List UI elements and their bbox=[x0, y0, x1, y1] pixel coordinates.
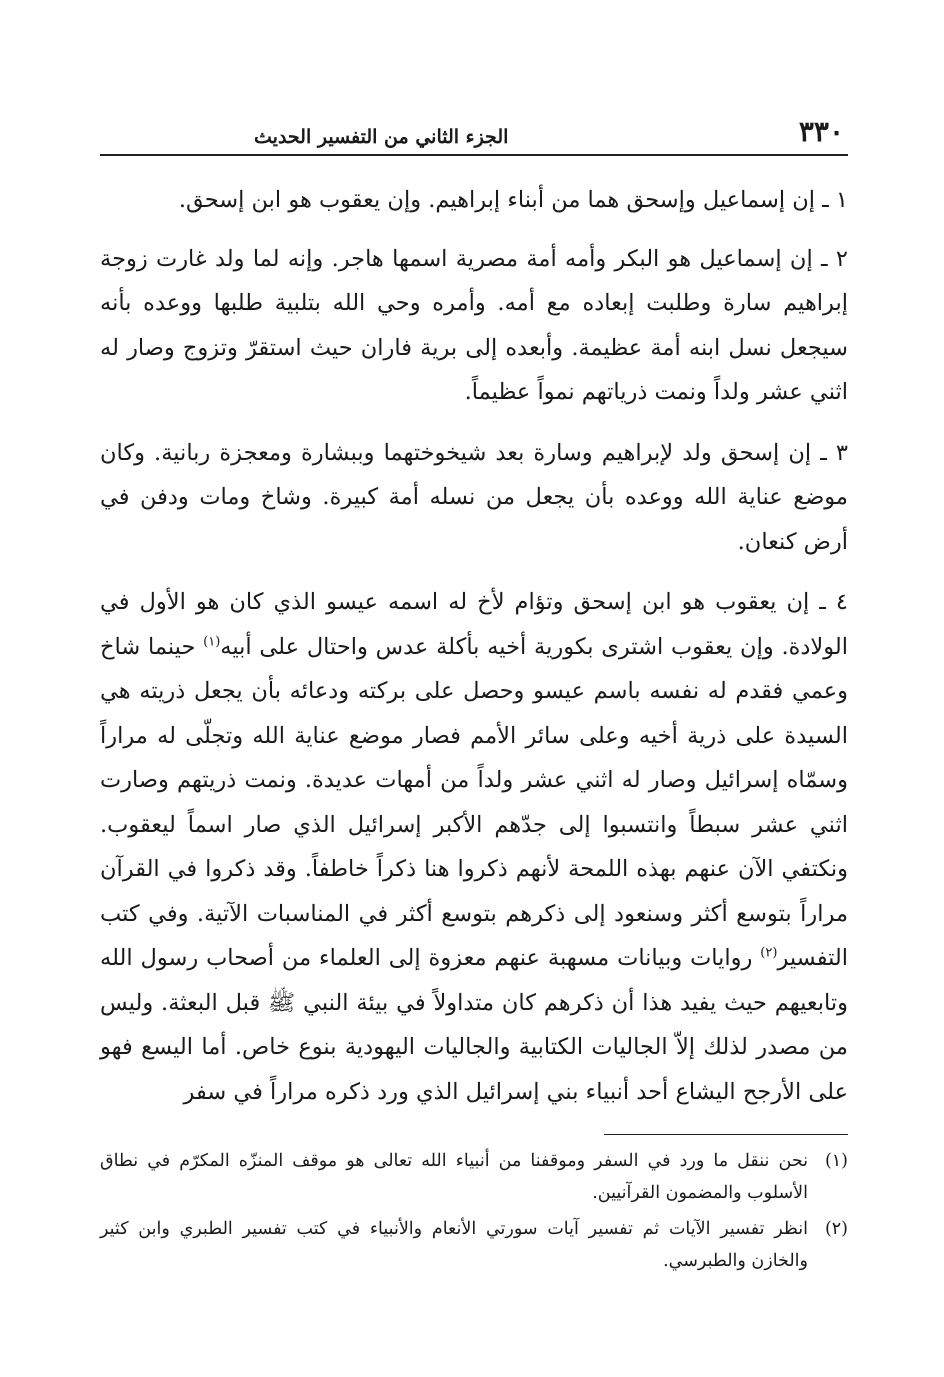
footnote-2 bbox=[100, 1213, 848, 1277]
footnotes bbox=[100, 1145, 848, 1277]
paragraph-4 bbox=[100, 580, 848, 1114]
running-title: الجزء الثاني من التفسير الحديث bbox=[254, 126, 509, 148]
running-header bbox=[100, 112, 848, 148]
footnote-marker: (١) bbox=[824, 1151, 848, 1171]
paragraph-3: ٣ ـ إن إسحق ولد لإبراهيم وسارة بعد شيخوختهما وببشارة ومعجزة ربانية. وكان موضع عناية الله ووعده بأن يجعل من نسله أمة كبيرة. وشاخ ومات ودفن في أرض كنعان. bbox=[100, 439, 848, 555]
paragraph-2: ٢ ـ إن إسماعيل هو البكر وأمه أمة مصرية اسمها هاجر. وإنه لما ولد غارت زوجة إبراهيم سارة وطلبت إبعاده مع أمه. وأمره وحي الله بتلبية طلبها ووعده بأنه سيجعل نسل ابنه أمة عظيمة. وأبعده إلى برية فاران حيث استقرّ وتزوج وصار له اثني عشر ولداً ونمت ذرياتهم نمواً عظيماً. bbox=[100, 245, 849, 405]
paragraph-1: ١ ـ إن إسماعيل وإسحق هما من أبناء إبراهيم. وإن يعقوب هو ابن إسحق. bbox=[178, 187, 848, 213]
footnote-ref-1[interactable]: (١) bbox=[203, 634, 221, 649]
page-number: ٣٣٠ bbox=[798, 115, 844, 148]
header-rule bbox=[100, 154, 848, 156]
footnote-marker: (٢) bbox=[824, 1219, 848, 1239]
footnote-1 bbox=[100, 1145, 848, 1209]
footnote-rule bbox=[604, 1134, 848, 1135]
body-text bbox=[100, 178, 848, 1114]
paragraph-4-part-2: حينما شاخ وعمي فقدم له نفسه باسم عيسو وحصل على بركته ودعائه بأن يجعل ذريته هي السيدة على ذرية أخيه وعلى سائر الأمم فصار موضع عناية الله وتجلّى له مراراً وسمّاه إسرائيل وصار له اثني عشر ولداً من أمهات عديدة. ونمت ذريتهم وصارت اثني عشر سبطاً وانتسبوا إلى جدّهم الأكبر إسرائيل الذي صار اسماً ليعقوب. ونكتفي الآن عنهم بهذه اللمحة لأنهم ذكروا هنا ذكراً خاطفاً. وقد ذكروا في القرآن مراراً بتوسع أكثر وسنعود إلى ذكرهم بتوسع أكثر في المناسبات الآتية. وفي كتب التفسير bbox=[100, 633, 848, 971]
paragraph-4-part-3: روايات وبيانات مسهبة عنهم معزوة إلى العلماء من أصحاب رسول الله وتابعيهم حيث يفيد هذا أن ذكرهم كان متداولاً في بيئة النبي ﷺ قبل البعثة. وليس من مصدر لذلك إلاّ الجاليات الكتابية والجاليات اليهودية بنوع خاص. أما اليسع فهو على الأرجح اليشاع أحد أنبياء بني إسرائيل الذي ورد ذكره مراراً في سفر bbox=[100, 945, 848, 1105]
book-page bbox=[100, 112, 848, 1281]
footnote-ref-2[interactable]: (٢) bbox=[760, 945, 778, 961]
paragraph-4-part-1: ٤ ـ إن يعقوب هو ابن إسحق وتؤام لأخ له اسمه عيسو الذي كان هو الأول في الولادة. وإن يعقوب اشترى بكورية أخيه بأكلة عدس واحتال على أبيه bbox=[100, 589, 848, 660]
footnote-text: انظر تفسير الآيات ثم تفسير آيات سورتي الأنعام والأنبياء في كتب تفسير الطبري وابن كثير والخازن والطبرسي. bbox=[100, 1219, 808, 1271]
footnote-text: نحن ننقل ما ورد في السفر وموقفنا من أنبياء الله تعالى هو موقف المنزّه المكرّم في نطاق الأسلوب والمضمون القرآنيين. bbox=[100, 1151, 808, 1203]
